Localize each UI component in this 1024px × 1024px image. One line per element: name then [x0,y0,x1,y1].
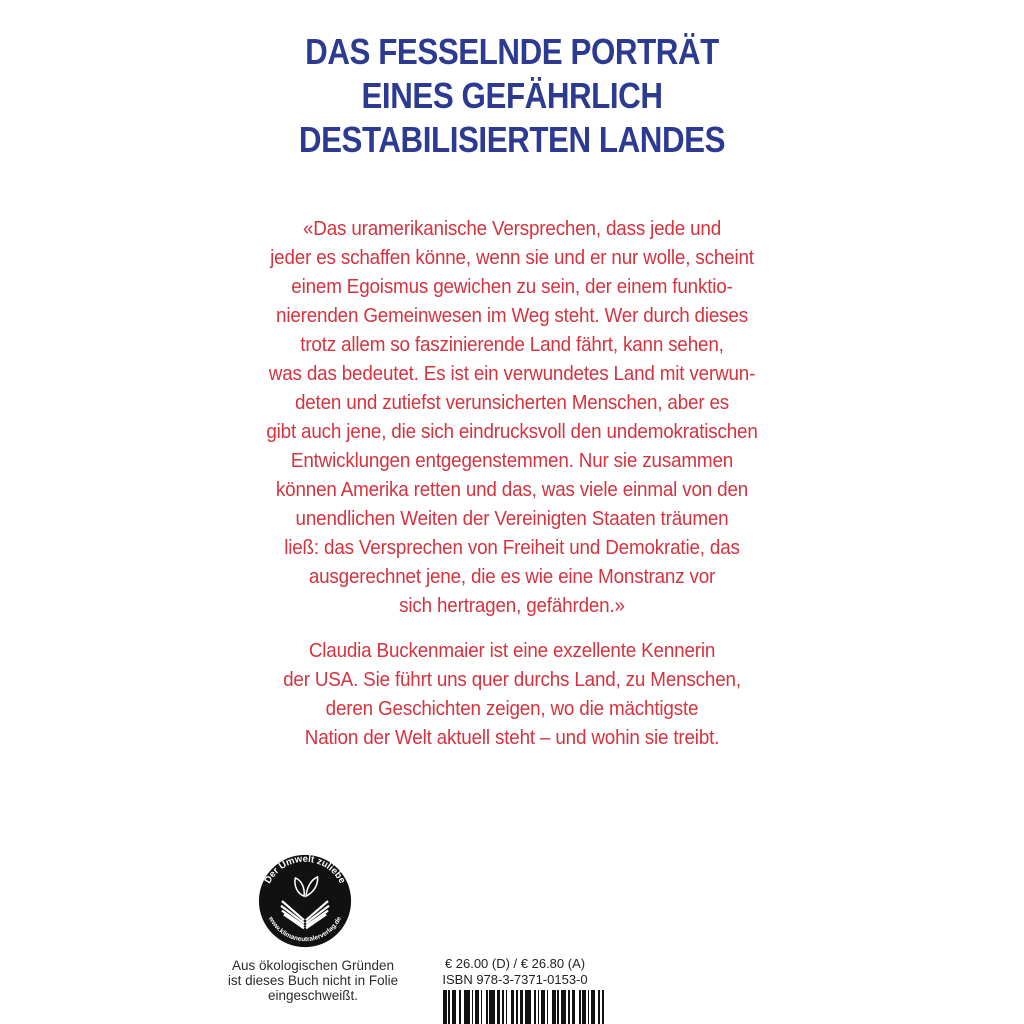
body-line: jeder es schaffen könne, wenn sie und er nur wolle, scheint [270,246,754,269]
headline-line: DAS FESSELNDE PORTRÄT [305,31,719,72]
barcode [443,990,608,1024]
body-line: gibt auch jene, die sich eindrucksvoll den undemokratischen [266,420,758,443]
price-line: € 26.00 (D) / € 26.80 (A) [444,956,586,971]
barcode-gap [604,990,608,1024]
body-line: deten und zutiefst verunsicherten Menschen, aber es [294,391,730,414]
eco-badge-bottom-text: www.klimaneutralerverlag.de [267,915,343,944]
headline [0,30,1024,162]
eco-line: eingeschweißt. [267,988,359,1003]
body-line: ließ: das Versprechen von Freiheit und Demokratie, das [284,536,740,559]
purchase-info [395,956,635,987]
isbn-line: ISBN 978-3-7371-0153-0 [442,971,588,987]
body-line: der USA. Sie führt uns quer durchs Land, zu Menschen, [283,668,741,691]
body-line: ausgerechnet jene, die es wie eine Monstranz vor [308,565,716,588]
body-line: können Amerika retten und das, was viele einmal von den [275,478,749,501]
body-line: Nation der Welt aktuell steht – und wohin sie treibt. [304,726,720,749]
body-line: trotz allem so faszinierende Land fährt, kann sehen, [300,333,724,356]
body-line: deren Geschichten zeigen, wo die mächtigste [325,697,699,720]
body-line: «Das uramerikanische Versprechen, dass jede und [302,217,722,240]
body-line: Entwicklungen entgegenstemmen. Nur sie zusammen [290,449,734,472]
quote-text [41,214,983,620]
eco-badge-top-text: Der Umwelt zuliebe [262,853,348,886]
eco-line: Aus ökologischen Gründen [231,958,395,973]
headline-line: EINES GEFÄHRLICH [361,75,663,116]
body-line: einem Egoismus gewichen zu sein, der einem funktio- [291,275,733,298]
eco-badge [257,853,353,949]
body-line: was das bedeutet. Es ist ein verwundetes Land mit verwun- [268,362,756,385]
author-note [41,636,983,752]
body-line: nierenden Gemeinwesen im Weg steht. Wer durch dieses [276,304,748,327]
eco-line: ist dieses Buch nicht in Folie [227,973,399,988]
eco-badge-graphic [257,853,353,949]
body-line: sich hertragen, gefährden.» [399,594,625,617]
body-line: unendlichen Weiten der Vereinigten Staaten träumen [295,507,729,530]
body-line: Claudia Buckenmaier ist eine exzellente Kennerin [308,639,716,662]
headline-line: DESTABILISIERTEN LANDES [298,119,726,160]
